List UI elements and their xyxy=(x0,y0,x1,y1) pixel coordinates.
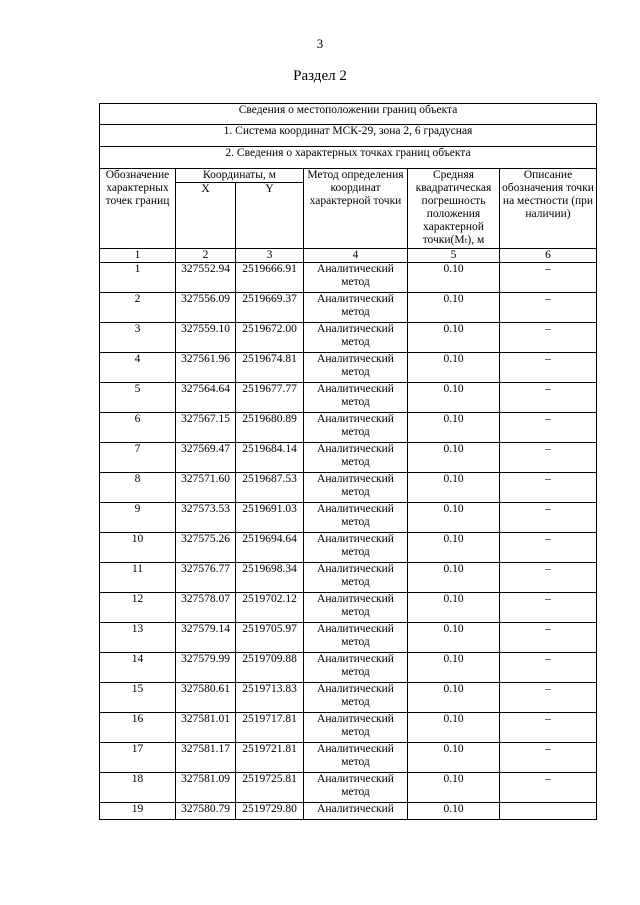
column-number: 5 xyxy=(408,249,500,263)
page-number: 3 xyxy=(316,36,324,51)
point-number: 10 xyxy=(100,533,176,563)
description-cell: – xyxy=(500,773,597,803)
error-cell: 0.10 xyxy=(408,443,500,473)
coord-y: 2519729.80 xyxy=(236,803,304,820)
coord-x: 327579.99 xyxy=(176,653,236,683)
table-row xyxy=(100,803,597,820)
column-number: 2 xyxy=(176,249,236,263)
coord-y: 2519721.81 xyxy=(236,743,304,773)
coord-x: 327575.26 xyxy=(176,533,236,563)
table-row xyxy=(100,323,597,353)
coord-y: 2519691.03 xyxy=(236,503,304,533)
description-cell xyxy=(500,803,597,820)
description-cell: – xyxy=(500,743,597,773)
error-cell: 0.10 xyxy=(408,743,500,773)
coord-y: 2519702.12 xyxy=(236,593,304,623)
coord-x: 327571.60 xyxy=(176,473,236,503)
method-cell: Аналитический метод xyxy=(304,743,408,773)
error-cell: 0.10 xyxy=(408,263,500,293)
error-cell: 0.10 xyxy=(408,563,500,593)
error-cell: 0.10 xyxy=(408,683,500,713)
method-cell: Аналитический xyxy=(304,803,408,820)
coord-x: 327578.07 xyxy=(176,593,236,623)
error-cell: 0.10 xyxy=(408,323,500,353)
error-cell: 0.10 xyxy=(408,803,500,820)
table-row xyxy=(100,443,597,473)
method-cell: Аналитический метод xyxy=(304,383,408,413)
table-row xyxy=(100,743,597,773)
coord-x: 327579.14 xyxy=(176,623,236,653)
description-cell: – xyxy=(500,293,597,323)
point-number: 16 xyxy=(100,713,176,743)
description-cell: – xyxy=(500,443,597,473)
coord-y: 2519680.89 xyxy=(236,413,304,443)
point-number: 11 xyxy=(100,563,176,593)
error-cell: 0.10 xyxy=(408,353,500,383)
header-y: Y xyxy=(236,183,304,249)
description-cell: – xyxy=(500,533,597,563)
method-cell: Аналитический метод xyxy=(304,413,408,443)
method-cell: Аналитический метод xyxy=(304,653,408,683)
description-cell: – xyxy=(500,383,597,413)
description-cell: – xyxy=(500,413,597,443)
coord-x: 327559.10 xyxy=(176,323,236,353)
coord-y: 2519709.88 xyxy=(236,653,304,683)
method-cell: Аналитический метод xyxy=(304,563,408,593)
table-row xyxy=(100,413,597,443)
error-cell: 0.10 xyxy=(408,473,500,503)
coord-x: 327552.94 xyxy=(176,263,236,293)
description-cell: – xyxy=(500,323,597,353)
table-caption: Сведения о местоположении границ объекта xyxy=(100,104,597,125)
point-number: 1 xyxy=(100,263,176,293)
coord-x: 327564.64 xyxy=(176,383,236,413)
point-number: 2 xyxy=(100,293,176,323)
coord-y: 2519674.81 xyxy=(236,353,304,383)
column-number: 6 xyxy=(500,249,597,263)
error-cell: 0.10 xyxy=(408,713,500,743)
column-number: 3 xyxy=(236,249,304,263)
table-row xyxy=(100,653,597,683)
error-cell: 0.10 xyxy=(408,413,500,443)
description-cell: – xyxy=(500,353,597,383)
description-cell: – xyxy=(500,563,597,593)
error-cell: 0.10 xyxy=(408,653,500,683)
table-row xyxy=(100,383,597,413)
method-cell: Аналитический метод xyxy=(304,683,408,713)
header-method: Метод определения координат характерной точки xyxy=(304,169,408,249)
error-cell: 0.10 xyxy=(408,773,500,803)
point-number: 3 xyxy=(100,323,176,353)
table-row xyxy=(100,473,597,503)
error-cell: 0.10 xyxy=(408,503,500,533)
error-cell: 0.10 xyxy=(408,533,500,563)
section-title: Раздел 2 xyxy=(293,68,347,84)
coord-y: 2519672.00 xyxy=(236,323,304,353)
column-number-row xyxy=(100,249,597,263)
point-number: 19 xyxy=(100,803,176,820)
table-row xyxy=(100,773,597,803)
error-cell: 0.10 xyxy=(408,383,500,413)
error-cell: 0.10 xyxy=(408,593,500,623)
method-cell: Аналитический метод xyxy=(304,293,408,323)
coord-x: 327556.09 xyxy=(176,293,236,323)
points-info-line: 2. Сведения о характерных точках границ объекта xyxy=(100,147,597,169)
method-cell: Аналитический метод xyxy=(304,353,408,383)
description-cell: – xyxy=(500,623,597,653)
coord-x: 327581.09 xyxy=(176,773,236,803)
column-number: 4 xyxy=(304,249,408,263)
coord-y: 2519666.91 xyxy=(236,263,304,293)
description-cell: – xyxy=(500,593,597,623)
table-row xyxy=(100,713,597,743)
method-cell: Аналитический метод xyxy=(304,533,408,563)
point-number: 7 xyxy=(100,443,176,473)
header-description: Описание обозначения точки на местности (при наличии) xyxy=(500,169,597,249)
coord-x: 327573.53 xyxy=(176,503,236,533)
coord-x: 327581.17 xyxy=(176,743,236,773)
error-cell: 0.10 xyxy=(408,623,500,653)
coord-x: 327569.47 xyxy=(176,443,236,473)
point-number: 5 xyxy=(100,383,176,413)
table-row xyxy=(100,503,597,533)
coord-x: 327576.77 xyxy=(176,563,236,593)
description-cell: – xyxy=(500,653,597,683)
coordinate-system-line: 1. Система координат МСК-29, зона 2, 6 градусная xyxy=(100,125,597,147)
column-number: 1 xyxy=(100,249,176,263)
table-row xyxy=(100,623,597,653)
point-number: 9 xyxy=(100,503,176,533)
coord-y: 2519713.83 xyxy=(236,683,304,713)
header-x: X xyxy=(176,183,236,249)
table-row xyxy=(100,593,597,623)
description-cell: – xyxy=(500,263,597,293)
point-number: 17 xyxy=(100,743,176,773)
point-number: 18 xyxy=(100,773,176,803)
method-cell: Аналитический метод xyxy=(304,473,408,503)
method-cell: Аналитический метод xyxy=(304,593,408,623)
point-number: 13 xyxy=(100,623,176,653)
coord-y: 2519725.81 xyxy=(236,773,304,803)
table-row xyxy=(100,293,597,323)
point-number: 8 xyxy=(100,473,176,503)
header-coordinates: Координаты, м xyxy=(176,169,304,183)
point-number: 14 xyxy=(100,653,176,683)
header-point-designation: Обозначение характерных точек границ xyxy=(100,169,176,249)
method-cell: Аналитический метод xyxy=(304,443,408,473)
coord-y: 2519698.34 xyxy=(236,563,304,593)
header-error: Средняя квадратическая погрешность положения характерной точки(Mₜ), м xyxy=(408,169,500,249)
coord-x: 327561.96 xyxy=(176,353,236,383)
point-number: 6 xyxy=(100,413,176,443)
point-number: 12 xyxy=(100,593,176,623)
coord-y: 2519687.53 xyxy=(236,473,304,503)
method-cell: Аналитический метод xyxy=(304,623,408,653)
table-row xyxy=(100,683,597,713)
coord-y: 2519705.97 xyxy=(236,623,304,653)
coord-y: 2519677.77 xyxy=(236,383,304,413)
description-cell: – xyxy=(500,713,597,743)
method-cell: Аналитический метод xyxy=(304,773,408,803)
point-number: 4 xyxy=(100,353,176,383)
coord-y: 2519684.14 xyxy=(236,443,304,473)
description-cell: – xyxy=(500,503,597,533)
coord-y: 2519717.81 xyxy=(236,713,304,743)
method-cell: Аналитический метод xyxy=(304,713,408,743)
table-row xyxy=(100,263,597,293)
coord-y: 2519669.37 xyxy=(236,293,304,323)
boundary-points-table xyxy=(99,103,597,820)
table-row xyxy=(100,533,597,563)
coord-y: 2519694.64 xyxy=(236,533,304,563)
method-cell: Аналитический метод xyxy=(304,323,408,353)
table-row xyxy=(100,563,597,593)
coord-x: 327567.15 xyxy=(176,413,236,443)
error-cell: 0.10 xyxy=(408,293,500,323)
description-cell: – xyxy=(500,683,597,713)
coord-x: 327581.01 xyxy=(176,713,236,743)
coord-x: 327580.61 xyxy=(176,683,236,713)
point-number: 15 xyxy=(100,683,176,713)
coord-x: 327580.79 xyxy=(176,803,236,820)
method-cell: Аналитический метод xyxy=(304,503,408,533)
method-cell: Аналитический метод xyxy=(304,263,408,293)
description-cell: – xyxy=(500,473,597,503)
table-row xyxy=(100,353,597,383)
